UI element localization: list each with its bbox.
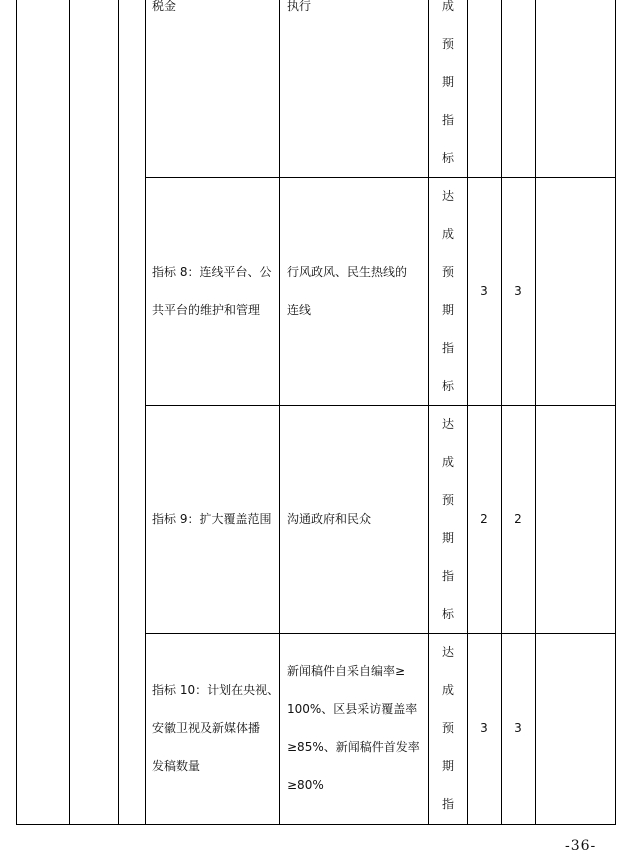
column-divider (501, 0, 502, 825)
row-3-value-2: 3 (514, 721, 522, 735)
column-divider (279, 0, 280, 825)
row-3-indicator: 指标 10：计划在央视、 安徽卫视及新媒体播 发稿数量 (152, 683, 280, 773)
row-1-vertical-label: 达 成 预 期 指 标 (441, 189, 454, 393)
column-divider (535, 0, 536, 825)
column-divider (118, 0, 119, 825)
column-divider (145, 0, 146, 825)
row-divider (145, 177, 616, 178)
table-border-right (615, 0, 616, 825)
column-divider (69, 0, 70, 825)
row-1-value-2: 3 (514, 284, 522, 298)
row-0-vertical-label: 成 预 期 指 标 (441, 0, 454, 165)
row-2-indicator: 指标 9：扩大覆盖范围 (152, 512, 272, 526)
table-border-left (16, 0, 17, 825)
row-2-vertical-label: 达 成 预 期 指 标 (441, 417, 454, 621)
page-number: -36- (565, 838, 597, 854)
table-border-bottom (16, 824, 616, 825)
row-1-value-1: 3 (480, 284, 488, 298)
row-1-content: 行风政风、民生热线的 连线 (287, 265, 408, 317)
row-1-indicator: 指标 8：连线平台、公 共平台的维护和管理 (152, 265, 272, 317)
row-2-content: 沟通政府和民众 (287, 512, 372, 526)
row-2-value-1: 2 (480, 512, 488, 526)
row-3-vertical-label: 达 成 预 期 指 (441, 645, 454, 811)
row-0-content: 执行 (287, 0, 312, 13)
row-0-indicator: 税金 (152, 0, 177, 13)
row-divider (145, 405, 616, 406)
row-3-content: 新闻稿件自采自编率≥ 100%、区县采访覆盖率 ≥85%、新闻稿件首发率 ≥80% (287, 664, 420, 792)
row-2-value-2: 2 (514, 512, 522, 526)
row-divider (145, 633, 616, 634)
row-3-value-1: 3 (480, 721, 488, 735)
